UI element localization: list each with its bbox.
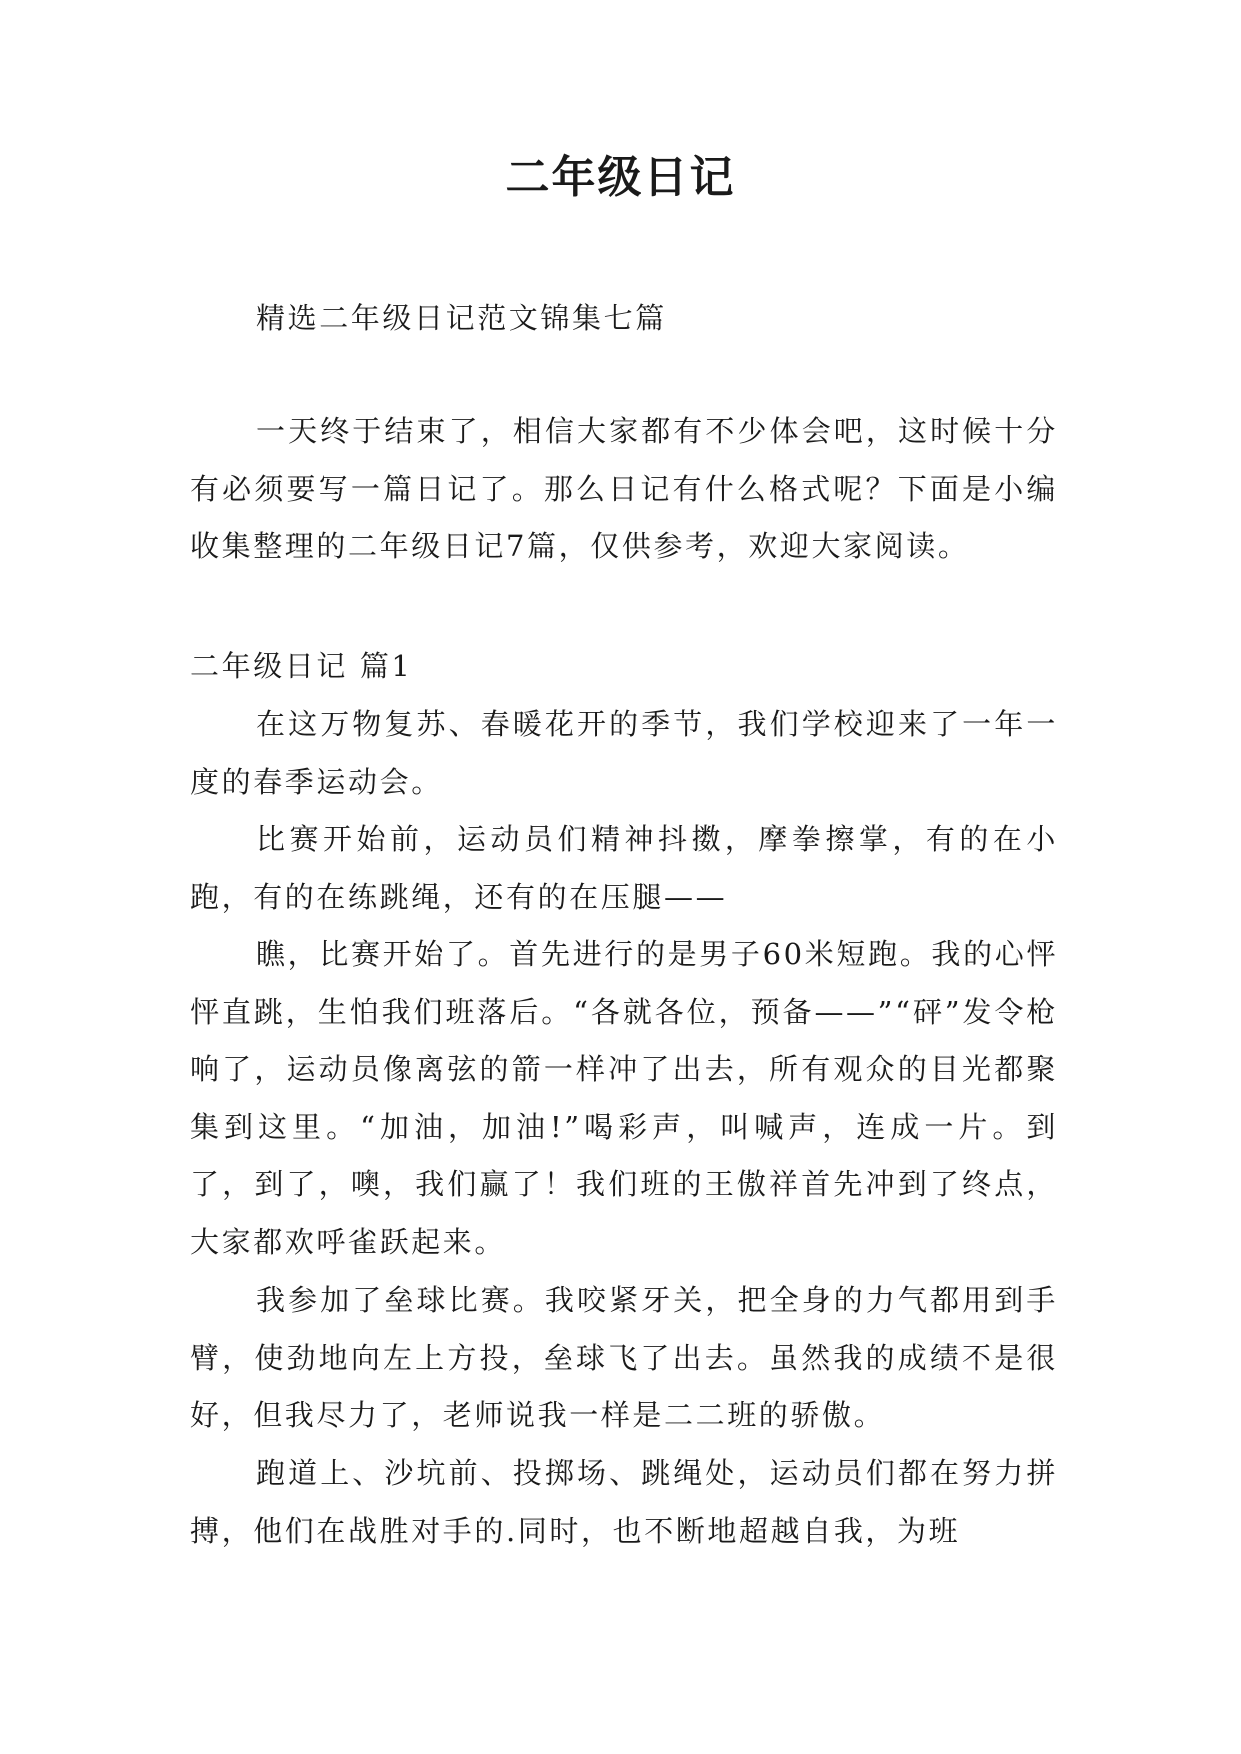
intro-paragraph: 一天终于结束了，相信大家都有不少体会吧，这时候十分有必须要写一篇日记了。那么日记有什么格式呢？下面是小编收集整理的二年级日记7篇，仅供参考，欢迎大家阅读。 (190, 414, 1058, 563)
body-paragraph: 瞧，比赛开始了。首先进行的是男子60米短跑。我的心怦怦直跳，生怕我们班落后。“各就各位，预备——”“砰”发令枪响了，运动员像离弦的箭一样冲了出去，所有观众的目光都聚集到这里。“加油，加油!”喝彩声，叫喊声，连成一片。到了，到了，噢，我们赢了！我们班的王傲祥首先冲到了终点，大家都欢呼雀跃起来。 (190, 937, 1058, 1259)
body-paragraph: 我参加了垒球比赛。我咬紧牙关，把全身的力气都用到手臂，使劲地向左上方投，垒球飞了出去。虽然我的成绩不是很好，但我尽力了，老师说我一样是二二班的骄傲。 (190, 1283, 1058, 1432)
body-paragraph: 跑道上、沙坑前、投掷场、跳绳处，运动员们都在努力拼搏，他们在战胜对手的.同时，也不断地超越自我，为班 (190, 1456, 1058, 1548)
document-title: 二年级日记 (505, 152, 736, 203)
section-heading: 二年级日记 篇1 (190, 649, 413, 683)
body-paragraph: 在这万物复苏、春暖花开的季节，我们学校迎来了一年一度的春季运动会。 (190, 707, 1058, 799)
body-paragraph: 比赛开始前，运动员们精神抖擞，摩拳擦掌，有的在小跑，有的在练跳绳，还有的在压腿—— (190, 822, 1058, 914)
document-subtitle: 精选二年级日记范文锦集七篇 (256, 301, 667, 335)
